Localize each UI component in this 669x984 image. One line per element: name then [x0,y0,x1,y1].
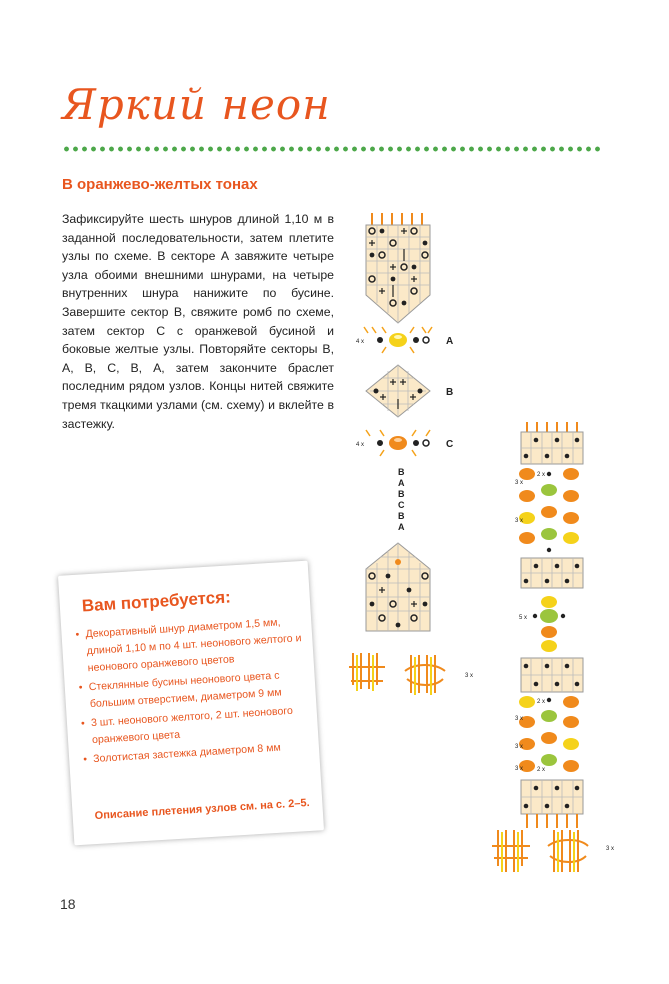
knot-count-label: 3 x [515,518,524,524]
knot-count-label: 2 x [537,767,546,773]
materials-item: • Стеклянные бусины неонового цвета с большим отверстием, диаметром 9 мм [78,666,306,714]
materials-item: • Золотистая застежка диаметром 8 мм [83,738,310,769]
materials-item: • Декоративный шнур диаметром 1,5 мм, длиной 1,10 м по 4 шт. неонового желтого и неонового оранжевого цветов [75,613,304,678]
cord-ends-top [372,213,422,225]
knot-count-label: 3 x [515,766,524,772]
knot-grid-bottom [366,543,430,631]
sector-a-diagram [356,327,453,353]
sequence-letter: A [398,478,405,488]
closing-knots-left [345,645,495,705]
sequence-letter: A [398,522,405,532]
sequence-letter: B [398,511,405,521]
sequence-letter: B [398,489,405,499]
sector-b-label: B [446,387,454,398]
sector-a-label: A [446,336,454,347]
bead-section-upper [515,468,579,552]
bead-section-lower [515,696,579,773]
page-title: Яркий неон [62,80,331,129]
pattern-diagram-left [350,205,490,635]
knot-grid-top [366,225,430,323]
knot-count-label: 3 x [515,716,524,722]
knot-count-label: 5 x [519,615,528,621]
sequence-letter: C [398,500,405,510]
knot-count-label: 2 x [537,472,546,478]
materials-item: • 3 шт. неонового желтого, 2 шт. неонового оранжевого цвета [81,702,309,750]
grid-block [521,432,583,464]
knot-count-label: 3 x [515,744,524,750]
materials-note [58,561,324,846]
instructions-text: Зафиксируйте шесть шнуров длиной 1,10 м в заданной последовательности, затем плетите узлы по схеме. В секторе А завяжите четыре узла обоими внешними шнурами, на четыре внутренних шнура нанижите по бусине. Завершите сектор В, свяжите ромб по схеме, затем сектор С с оранжевой бусиной и боковые желтые узлы. Повторяйте секторы В, А, В, С, В, А, затем закончите браслет последним рядом узлов. Концы нитей свяжите тремя ткацкими узлами (см. схему) и вклейте в застежку. [62,212,334,431]
closing-knots-right [488,822,628,882]
grid-block [521,658,583,692]
sector-sequence [398,467,405,532]
sector-c-diagram [356,430,453,456]
knot-count-label: 4 x [356,339,365,345]
knot-count-label: 3 x [606,846,615,852]
sequence-letter: B [398,467,405,477]
knot-count-label: 4 x [356,442,365,448]
grid-block [521,558,583,588]
sector-b-diagram [366,365,453,417]
page-number: 18 [60,896,76,912]
dotted-divider [62,146,602,152]
pattern-diagram-right [505,420,615,840]
knot-reference: Описание плетения узлов см. на с. 2–5. [94,796,310,823]
knot-count-label: 2 x [537,699,546,705]
bead-section-center [519,596,565,652]
sector-c-label: C [446,439,454,450]
materials-title: Вам потребуется: [81,587,232,616]
materials-list [75,613,309,771]
grid-block [521,780,583,814]
knot-count-label: 3 x [515,480,524,486]
section-subtitle: В оранжево-желтых тонах [62,176,258,193]
knot-count-label: 3 x [465,673,474,679]
